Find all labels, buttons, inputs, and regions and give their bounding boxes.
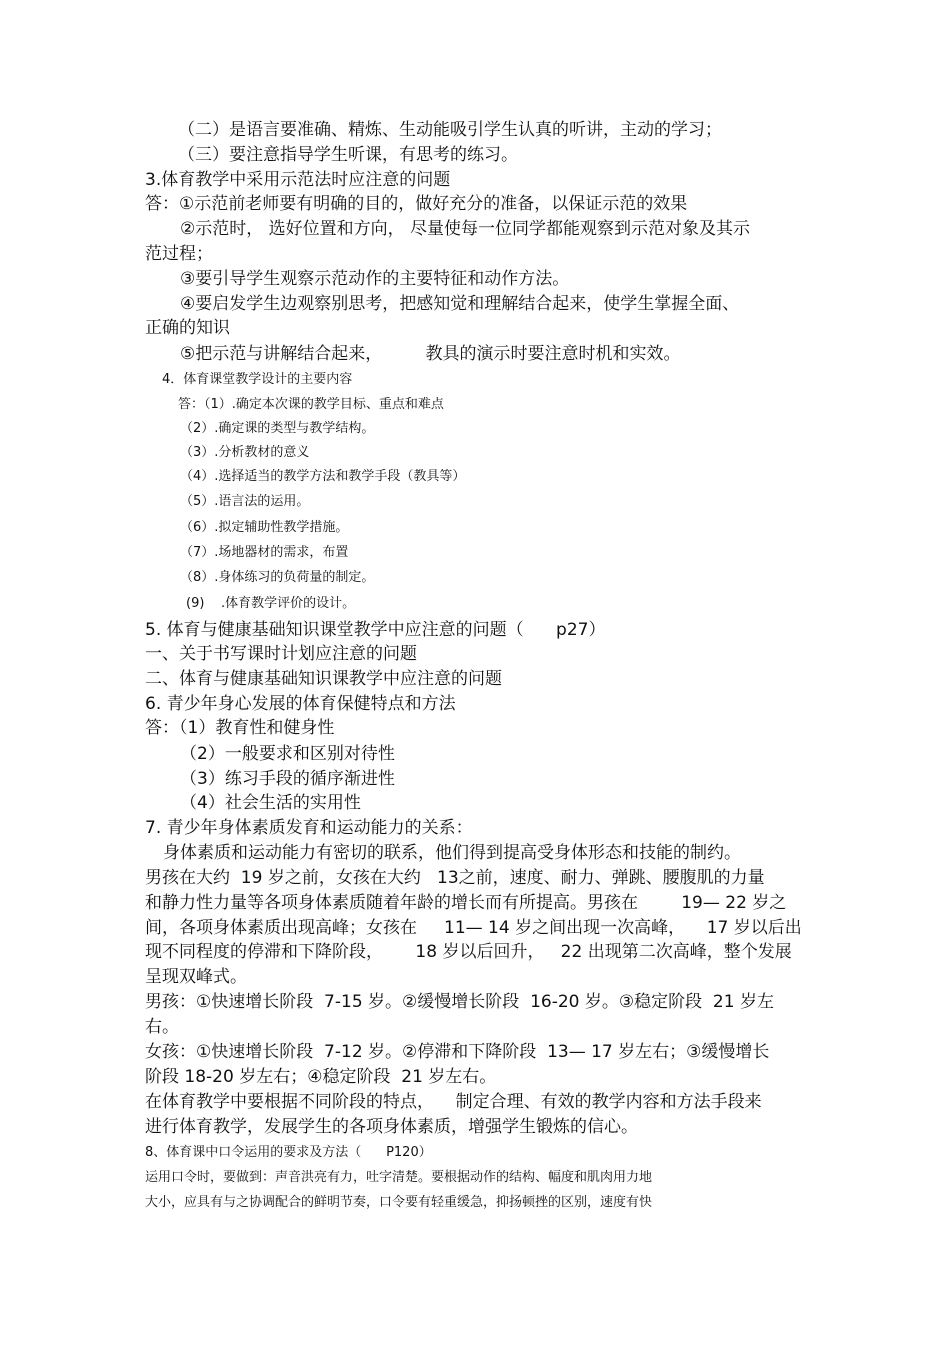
list-item: (9) .体育教学评价的设计。 <box>186 596 356 611</box>
list-item: （4）社会生活的实用性 <box>180 793 361 813</box>
text-line: 现不同程度的停滞和下降阶段， 18 岁以后回升， 22 出现第二次高峰，整个发展 <box>145 942 792 962</box>
list-item: （2）一般要求和区别对待性 <box>180 744 395 764</box>
text-line: 正确的知识 <box>145 318 230 338</box>
answer-line: 答：（1）.确定本次课的教学目标、重点和难点 <box>178 397 444 412</box>
list-item: （4）.选择适当的教学方法和教学手段（教具等） <box>180 469 466 484</box>
text-line: 在体育教学中要根据不同阶段的特点， 制定合理、有效的教学内容和方法手段来 <box>145 1092 762 1112</box>
text-line: 运用口令时，要做到：声音洪亮有力，吐字清楚。要根据动作的结构、幅度和肌肉用力地 <box>145 1170 653 1185</box>
question-heading: 8、体育课中口令运用的要求及方法（ P120） <box>145 1145 432 1160</box>
text-line: 间，各项身体素质出现高峰；女孩在 11— 14 岁之间出现一次高峰， 17 岁以后出 <box>145 918 802 938</box>
text-line: ⑤把示范与讲解结合起来， 教具的演示时要注意时机和实效。 <box>180 344 681 364</box>
text-line: ④要启发学生边观察别思考，把感知觉和理解结合起来，使学生掌握全面、 <box>180 294 740 314</box>
list-item: （2）.确定课的类型与教学结构。 <box>180 421 375 436</box>
list-item: （6）.拟定辅助性教学措施。 <box>180 520 349 535</box>
text-line: ③要引导学生观察示范动作的主要特征和动作方法。 <box>180 269 570 289</box>
text-line: ②示范时， 选好位置和方向， 尽量使每一位同学都能观察到示范对象及其示 <box>180 219 751 239</box>
question-heading: 6. 青少年身心发展的体育保健特点和方法 <box>145 694 456 714</box>
text-line: 阶段 18-20 岁左右；④稳定阶段 21 岁左右。 <box>145 1067 497 1087</box>
text-line: 呈现双峰式。 <box>145 967 247 987</box>
answer-line: 答：（1）教育性和健身性 <box>145 718 335 738</box>
list-item: （7）.场地器材的需求，布置 <box>180 545 349 560</box>
list-item: （3）练习手段的循序渐进性 <box>180 769 395 789</box>
text-line: 一、关于书写课时计划应注意的问题 <box>145 644 417 664</box>
question-heading: 7. 青少年身体素质发育和运动能力的关系： <box>145 818 473 838</box>
answer-line: 答：①示范前老师要有明确的目的，做好充分的准备，以保证示范的效果 <box>145 194 688 214</box>
question-heading: 4．体育课堂教学设计的主要内容 <box>162 372 353 387</box>
text-line: 男孩在大约 19 岁之前，女孩在大约 13之前，速度、耐力、弹跳、腰腹肌的力量 <box>145 868 765 888</box>
question-heading: 3.体育教学中采用示范法时应注意的问题 <box>145 170 451 190</box>
list-item: （3）.分析教材的意义 <box>180 445 310 460</box>
text-line: （三）要注意指导学生听课，有思考的练习。 <box>178 145 518 165</box>
question-heading: 5. 体育与健康基础知识课堂教学中应注意的问题（ p27） <box>145 620 606 640</box>
text-line: 进行体育教学，发展学生的各项身体素质，增强学生锻炼的信心。 <box>145 1117 638 1137</box>
text-line: 范过程； <box>145 244 213 264</box>
text-line: 身体素质和运动能力有密切的联系，他们得到提高受身体形态和技能的制约。 <box>163 843 741 863</box>
text-line: 女孩：①快速增长阶段 7-12 岁。②停滞和下降阶段 13— 17 岁左右；③缓慢增长 <box>145 1042 770 1062</box>
text-line: 大小，应具有与之协调配合的鲜明节奏，口令要有轻重缓急，抑扬顿挫的区别，速度有快 <box>145 1195 653 1210</box>
text-line: 和静力性力量等各项身体素质随着年龄的增长而有所提高。男孩在 19— 22 岁之 <box>145 893 787 913</box>
list-item: （8）.身体练习的负荷量的制定。 <box>180 570 375 585</box>
list-item: （5）.语言法的运用。 <box>180 494 310 509</box>
text-line: 右。 <box>145 1017 179 1037</box>
text-line: 二、体育与健康基础知识课教学中应注意的问题 <box>145 669 502 689</box>
text-line: （二）是语言要准确、精炼、生动能吸引学生认真的听讲，主动的学习； <box>178 120 722 140</box>
text-line: 男孩：①快速增长阶段 7-15 岁。②缓慢增长阶段 16-20 岁。③稳定阶段 21 岁左 <box>145 992 774 1012</box>
